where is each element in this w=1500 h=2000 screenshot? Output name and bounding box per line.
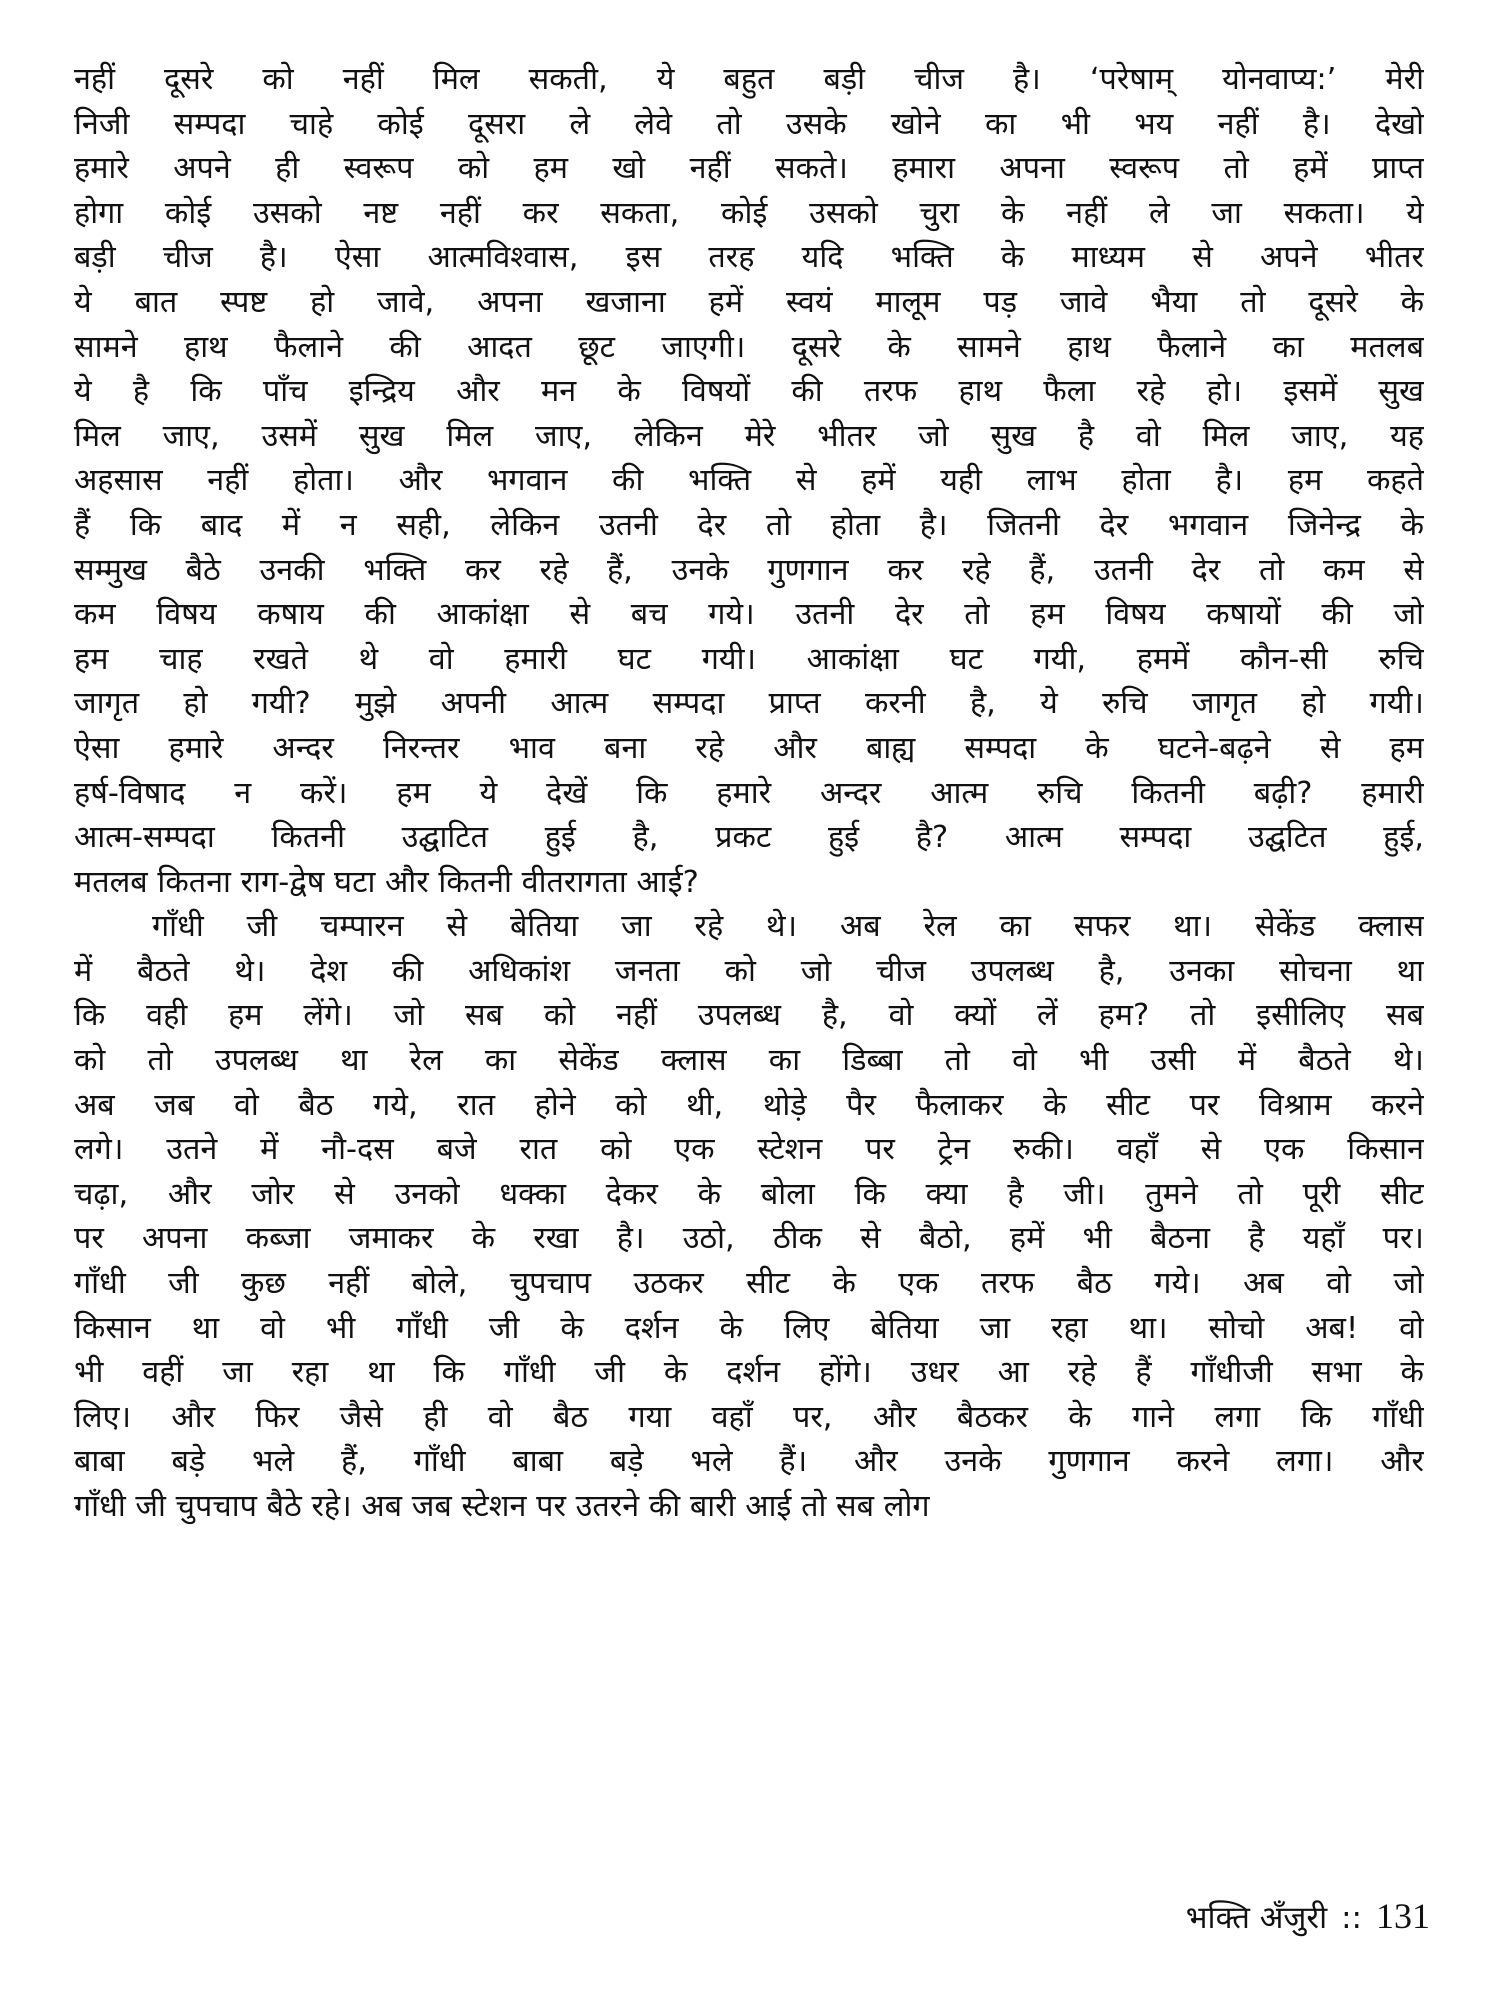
text-line: अहसास नहीं होता। और भगवान की भक्ति से हमें यही लाभ होता है। हम कहते (74, 463, 1424, 499)
text-line: निजी सम्पदा चाहे कोई दूसरा ले लेवे तो उसके खोने का भी भय नहीं है। देखो (74, 106, 1424, 142)
text-line: लगे। उतने में नौ-दस बजे रात को एक स्टेशन पर ट्रेन रुकी। वहाँ से एक किसान (74, 1132, 1424, 1168)
text-line: किसान था वो भी गाँधी जी के दर्शन के लिए बेतिया जा रहा था। सोचो अब! वो (74, 1310, 1424, 1346)
footer-separator: :: (1341, 1900, 1362, 1936)
text-line: होगा कोई उसको नष्ट नहीं कर सकता, कोई उसको चुरा के नहीं ले जा सकता। ये (74, 195, 1424, 231)
text-line: हैं कि बाद में न सही, लेकिन उतनी देर तो होता है। जितनी देर भगवान जिनेन्द्र के (74, 507, 1424, 543)
text-line: कम विषय कषाय की आकांक्षा से बच गये। उतनी देर तो हम विषय कषायों की जो (74, 597, 1424, 633)
text-line: में बैठते थे। देश की अधिकांश जनता को जो चीज उपलब्ध है, उनका सोचना था (74, 953, 1424, 989)
text-line: अब जब वो बैठ गये, रात होने को थी, थोड़े पैर फैलाकर के सीट पर विश्राम करने (74, 1087, 1424, 1123)
text-line: पर अपना कब्जा जमाकर के रखा है। उठो, ठीक से बैठो, हमें भी बैठना है यहाँ पर। (74, 1221, 1424, 1257)
text-line: ऐसा हमारे अन्दर निरन्तर भाव बना रहे और बाह्य सम्पदा के घटने-बढ़ने से हम (74, 730, 1424, 766)
text-line: लिए। और फिर जैसे ही वो बैठ गया वहाँ पर, और बैठकर के गाने लगा कि गाँधी (74, 1399, 1424, 1435)
text-line: जागृत हो गयी? मुझे अपनी आत्म सम्पदा प्राप्त करनी है, ये रुचि जागृत हो गयी। (74, 686, 1424, 722)
text-line: कि वही हम लेंगे। जो सब को नहीं उपलब्ध है, वो क्यों लें हम? तो इसीलिए सब (74, 998, 1424, 1034)
text-line: नहीं दूसरे को नहीं मिल सकती, ये बहुत बड़ी चीज है। ‘परेषाम् योनवाप्य:’ मेरी (74, 62, 1424, 97)
paragraph-2 (74, 905, 1424, 1529)
text-line: बड़ी चीज है। ऐसा आत्मविश्वास, इस तरह यदि भक्ति के माध्यम से अपने भीतर (74, 240, 1424, 276)
page-footer (1050, 1895, 1430, 1938)
text-line: हर्ष-विषाद न करें। हम ये देखें कि हमारे अन्दर आत्म रुचि कितनी बढ़ी? हमारी (74, 775, 1424, 811)
paragraph-1 (74, 58, 1424, 905)
text-line: ये बात स्पष्ट हो जावे, अपना खजाना हमें स्वयं मालूम पड़ जावे भैया तो दूसरे के (74, 284, 1424, 320)
text-line: ये है कि पाँच इन्द्रिय और मन के विषयों की तरफ हाथ फैला रहे हो। इसमें सुख (74, 374, 1424, 410)
text-line: को तो उपलब्ध था रेल का सेकेंड क्लास का डिब्बा तो वो भी उसी में बैठते थे। (74, 1043, 1424, 1079)
text-line: सामने हाथ फैलाने की आदत छूट जाएगी। दूसरे के सामने हाथ फैलाने का मतलब (74, 329, 1424, 365)
text-line: गाँधी जी चुपचाप बैठे रहे। अब जब स्टेशन पर उतरने की बारी आई तो सब लोग (74, 1489, 930, 1524)
text-line: चढ़ा, और जोर से उनको धक्का देकर के बोला कि क्या है जी। तुमने तो पूरी सीट (74, 1176, 1424, 1212)
page-number: 131 (1376, 1896, 1430, 1936)
text-line: मतलब कितना राग-द्वेष घटा और कितनी वीतरागता आई? (74, 864, 699, 900)
text-line: गाँधी जी कुछ नहीं बोले, चुपचाप उठकर सीट के एक तरफ बैठ गये। अब वो जो (74, 1266, 1424, 1302)
text-line: बाबा बड़े भले हैं, गाँधी बाबा बड़े भले हैं। और उनके गुणगान करने लगा। और (74, 1444, 1424, 1480)
text-line: आत्म-सम्पदा कितनी उद्घाटित हुई है, प्रकट हुई है? आत्म सम्पदा उद्घटित हुई, (74, 820, 1424, 856)
text-line: हम चाह रखते थे वो हमारी घट गयी। आकांक्षा घट गयी, हममें कौन-सी रुचि (74, 641, 1424, 677)
text-line: हमारे अपने ही स्वरूप को हम खो नहीं सकते। हमारा अपना स्वरूप तो हमें प्राप्त (74, 151, 1424, 187)
book-title: भक्ति अँजुरी (1185, 1900, 1328, 1936)
text-line: मिल जाए, उसमें सुख मिल जाए, लेकिन मेरे भीतर जो सुख है वो मिल जाए, यह (74, 418, 1424, 454)
text-line: गाँधी जी चम्पारन से बेतिया जा रहे थे। अब रेल का सफर था। सेकेंड क्लास (152, 909, 1424, 945)
text-line: भी वहीं जा रहा था कि गाँधी जी के दर्शन होंगे। उधर आ रहे हैं गाँधीजी सभा के (74, 1355, 1424, 1391)
body-text (74, 58, 1424, 1530)
text-line: सम्मुख बैठे उनकी भक्ति कर रहे हैं, उनके गुणगान कर रहे हैं, उतनी देर तो कम से (74, 552, 1424, 588)
